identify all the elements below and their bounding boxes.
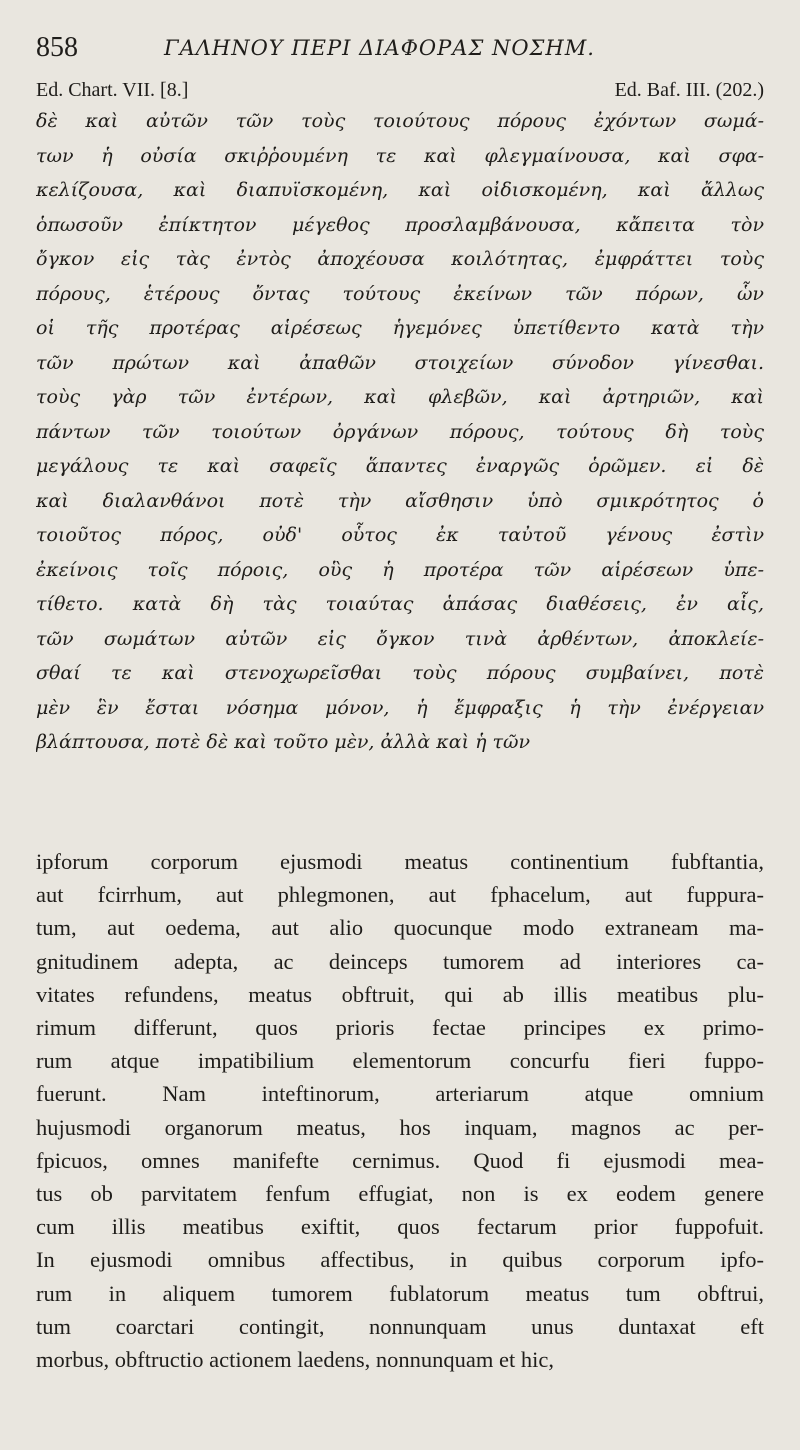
greek-text-line: κελίζουσα, καὶ διαπυϊσκομένη, καὶ οἰδισκομένη, καὶ ἄλλως bbox=[36, 179, 764, 201]
greek-text-line: ὁπωσοῦν ἐπίκτητον μέγεθος προσλαμβάνουσα, κἄπειτα τὸν bbox=[36, 213, 764, 236]
greek-text-line: πάντων τῶν τοιούτων ὀργάνων πόρους, τούτους δὴ τοὺς bbox=[36, 420, 764, 443]
latin-text-line: rum atque impatibilium elementorum concurfu fieri fuppo- bbox=[36, 1048, 764, 1074]
latin-text-block bbox=[36, 845, 764, 1376]
greek-text-line: τῶν πρώτων καὶ ἀπαθῶν στοιχείων σύνοδον γίνεσθαι. bbox=[36, 351, 764, 374]
running-head bbox=[36, 30, 766, 66]
latin-text-line: vitates refundens, meatus obftruit, qui ab illis meatibus plu- bbox=[36, 981, 764, 1007]
greek-text-line: οἱ τῆς προτέρας αἱρέσεως ἡγεμόνες ὑπετίθεντο κατὰ τὴν bbox=[36, 317, 764, 339]
edition-chartier-reference: Ed. Chart. VII. [8.] bbox=[36, 79, 189, 101]
latin-text-line: tum coarctari contingit, nonnunquam unus duntaxat eft bbox=[36, 1313, 764, 1339]
greek-text-line: σθαί τε καὶ στενοχωρεῖσθαι τοὺς πόρους συμβαίνει, ποτὲ bbox=[36, 662, 764, 684]
latin-text-line: morbus, obftructio actionem laedens, nonnunquam et hic, bbox=[36, 1347, 554, 1373]
page-title: ΓΑΛΗΝΟΥ ΠΕΡΙ ΔΙΑΦΟΡΑΣ ΝΟΣΗΜ. bbox=[164, 36, 595, 60]
greek-text-line: τίθετο. κατὰ δὴ τὰς τοιαύτας ἁπάσας διαθέσεις, ἐν αἷς, bbox=[36, 593, 764, 615]
greek-text-line: δὲ καὶ αὐτῶν τῶν τοὺς τοιούτους πόρους ἐχόντων σωμά- bbox=[36, 110, 764, 132]
greek-text-line: μὲν ἓν ἔσται νόσημα μόνον, ἡ ἔμφραξις ἡ τὴν ἐνέργειαν bbox=[36, 696, 764, 719]
page-number: 858 bbox=[36, 32, 78, 63]
latin-text-line: fuerunt. Nam inteftinorum, arteriarum atque omnium bbox=[36, 1081, 764, 1107]
greek-text-line: καὶ διαλανθάνοι ποτὲ τὴν αἴσθησιν ὑπὸ σμικρότητος ὁ bbox=[36, 489, 764, 512]
greek-text-line: των ἡ οὐσία σκιῤῥουμένη τε καὶ φλεγμαίνουσα, καὶ σφα- bbox=[36, 144, 764, 167]
greek-text-line: ἐκείνοις τοῖς πόροις, οὓς ἡ προτέρα τῶν αἱρέσεων ὑπε- bbox=[36, 558, 764, 581]
greek-text-line: μεγάλους τε καὶ σαφεῖς ἅπαντες ἐναργῶς ὁρῶμεν. εἰ δὲ bbox=[36, 455, 764, 477]
latin-text-line: rum in aliquem tumorem fublatorum meatus tum obftrui, bbox=[36, 1280, 764, 1306]
greek-text-line: τοὺς γὰρ τῶν ἐντέρων, καὶ φλεβῶν, καὶ ἀρτηριῶν, καὶ bbox=[36, 386, 764, 408]
latin-text-line: rimum differunt, quos prioris fectae principes ex primo- bbox=[36, 1015, 764, 1041]
greek-text-block bbox=[36, 104, 764, 760]
greek-text-line: τοιοῦτος πόρος, οὐδ' οὗτος ἐκ ταὐτοῦ γένους ἐστὶν bbox=[36, 524, 764, 546]
latin-text-line: cum illis meatibus exiftit, quos fectarum prior fuppofuit. bbox=[36, 1214, 764, 1240]
latin-text-line: gnitudinem adepta, ac deinceps tumorem ad interiores ca- bbox=[36, 948, 764, 974]
latin-text-line: fpicuos, omnes manifefte cernimus. Quod fi ejusmodi mea- bbox=[36, 1147, 764, 1173]
latin-text-line: hujusmodi organorum meatus, hos inquam, magnos ac per- bbox=[36, 1114, 764, 1140]
edition-basel-reference: Ed. Baf. III. (202.) bbox=[614, 79, 764, 101]
edition-references bbox=[36, 76, 764, 104]
greek-text-line: βλάπτουσα, ποτὲ δὲ καὶ τοῦτο μὲν, ἀλλὰ καὶ ἡ τῶν bbox=[36, 731, 531, 753]
greek-text-line: πόρους, ἑτέρους ὄντας τούτους ἐκείνων τῶν πόρων, ὧν bbox=[36, 282, 764, 305]
greek-text-line: τῶν σωμάτων αὐτῶν εἰς ὄγκον τινὰ ἀρθέντων, ἀποκλείε- bbox=[36, 627, 764, 650]
greek-text-line: ὄγκον εἰς τὰς ἐντὸς ἀποχέουσα κοιλότητας, ἐμφράττει τοὺς bbox=[36, 248, 764, 270]
latin-text-line: tus ob parvitatem fenfum effugiat, non is ex eodem genere bbox=[36, 1181, 764, 1207]
latin-text-line: tum, aut oedema, aut alio quocunque modo extraneam ma- bbox=[36, 915, 764, 941]
latin-text-line: aut fcirrhum, aut phlegmonen, aut fphacelum, aut fuppura- bbox=[36, 882, 764, 908]
latin-text-line: In ejusmodi omnibus affectibus, in quibus corporum ipfo- bbox=[36, 1247, 764, 1273]
latin-text-line: ipforum corporum ejusmodi meatus continentium fubftantia, bbox=[36, 849, 764, 874]
